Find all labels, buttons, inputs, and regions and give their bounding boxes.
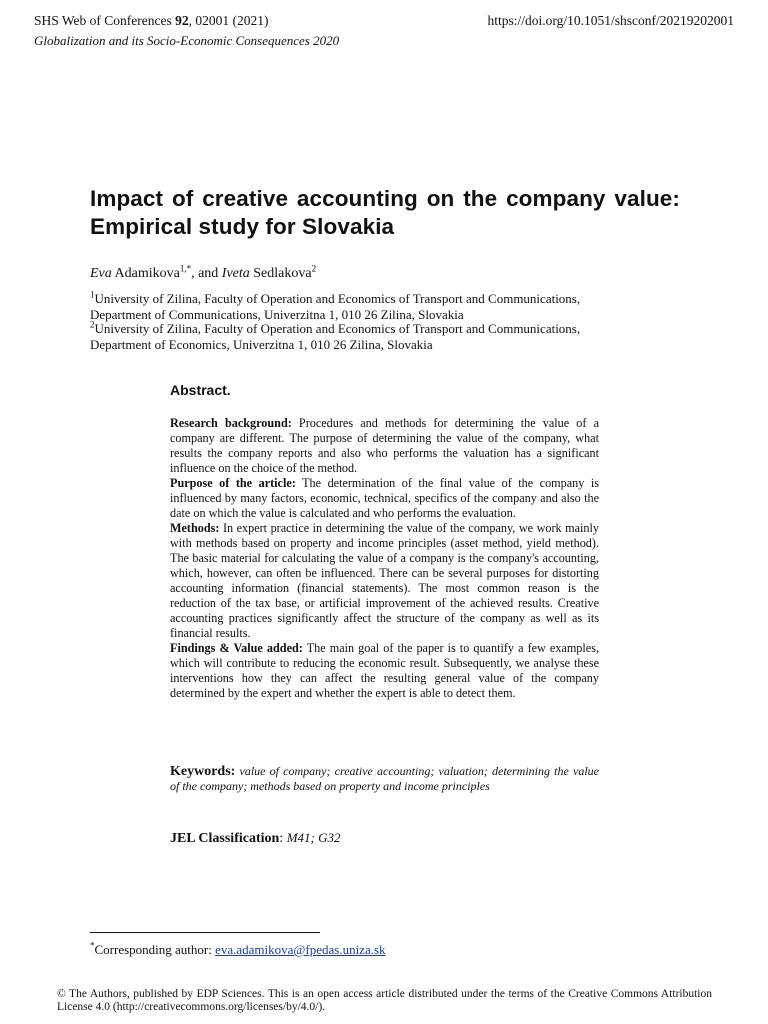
footnote-text: Corresponding author:: [94, 942, 216, 957]
affiliation-2-line-2: Department of Economics, Univerzitna 1, 010 26 Zilina, Slovakia: [90, 336, 433, 352]
article-reference: , 02001 (2021): [188, 13, 269, 28]
affiliation-2-number: 2: [90, 319, 95, 330]
abstract-purpose: [170, 476, 599, 521]
keywords: [170, 764, 599, 794]
section-text: Procedures and methods for determining the value of a company are different. The purpose of determining the value of the company, what results the company reports and also who performs the valuation has a significant influence on the choice of the method.: [170, 416, 599, 475]
affiliation-1-line-2: Department of Communications, Univerzitna 1, 010 26 Zilina, Slovakia: [90, 306, 464, 322]
license-notice: © The Authors, published by EDP Sciences. This is an open access article distributed under the terms of the Creative Commons Attribution License 4.0 (http://creativecommons.org/licenses/by/4.0/).: [57, 988, 712, 1013]
affiliation-2: [90, 321, 650, 352]
section-text: In expert practice in determining the value of the company, we work mainly with methods based on property and income principles (asset method, yield method). The basic material for calculating the value of a company is the company's accounting, which, however, can often be influenced. There can be several purposes for distorting accounting information (financial statements). The most common reason is the reduction of the tax base, or artificial improvement of the achieved results. Creative accounting practices significantly affect the structure of the company as well as its financial results.: [170, 521, 599, 640]
author-2-family-name: Sedlakova: [249, 266, 312, 281]
section-label: Research background:: [170, 416, 292, 430]
corresponding-author-footnote: [90, 941, 386, 958]
keywords-text: value of company; creative accounting; valuation; determining the value of the company; methods based on property and income principles: [170, 764, 599, 793]
abstract-heading: Abstract.: [170, 382, 231, 398]
affiliation-2-line-1: University of Zilina, Faculty of Operation and Economics of Transport and Communications,: [94, 321, 581, 336]
abstract-body: [170, 416, 599, 701]
abstract-research-background: [170, 416, 599, 476]
author-2-given-name: Iveta: [221, 266, 250, 281]
section-label: Methods:: [170, 521, 220, 535]
author-email-link[interactable]: eva.adamikova@fpedas.uniza.sk: [215, 942, 386, 957]
footnote-divider: [90, 932, 320, 933]
journal-volume: 92: [175, 13, 189, 28]
section-text: The determination of the final value of the company is influenced by many factors, economic, technical, specifics of the company and also the date on which the value is calculated and who performs the evaluation.: [170, 476, 599, 520]
doi-link[interactable]: https://doi.org/10.1051/shsconf/20219202001: [487, 13, 734, 28]
paper-title: Impact of creative accounting on the company value: Empirical study for Slovakia: [90, 186, 680, 239]
affiliation-1-number: 1: [90, 289, 95, 300]
author-list: [90, 265, 316, 283]
author-1-family-name: Adamikova: [111, 266, 180, 281]
jel-codes: M41; G32: [286, 830, 341, 845]
keywords-label: Keywords:: [170, 764, 236, 779]
affiliation-1-line-1: University of Zilina, Faculty of Operation and Economics of Transport and Communications,: [94, 291, 581, 306]
section-text: The main goal of the paper is to quantify a few examples, which will contribute to reducing the economic result. Subsequently, we analyse these interventions how they can affect the resulting general value of the company determined by the expert and whether the expert is able to detect them.: [170, 641, 599, 700]
abstract-methods: [170, 521, 599, 641]
footnote-mark: *: [90, 940, 95, 951]
jel-classification: [170, 829, 340, 848]
section-label: Purpose of the article:: [170, 476, 296, 490]
abstract-findings: [170, 641, 599, 701]
author-1-given-name: Eva: [90, 266, 112, 281]
journal-citation: [34, 12, 269, 29]
jel-colon: :: [279, 831, 287, 846]
author-separator: , and: [191, 266, 222, 281]
jel-label: JEL Classification: [170, 831, 280, 846]
affiliation-1: [90, 291, 650, 322]
author-2-affiliation-mark: 2: [311, 263, 317, 274]
conference-name: Globalization and its Socio-Economic Consequences 2020: [34, 33, 340, 48]
journal-name: SHS Web of Conferences: [34, 13, 176, 28]
section-label: Findings & Value added:: [170, 641, 303, 655]
author-1-affiliation-mark: 1,*: [179, 263, 192, 274]
